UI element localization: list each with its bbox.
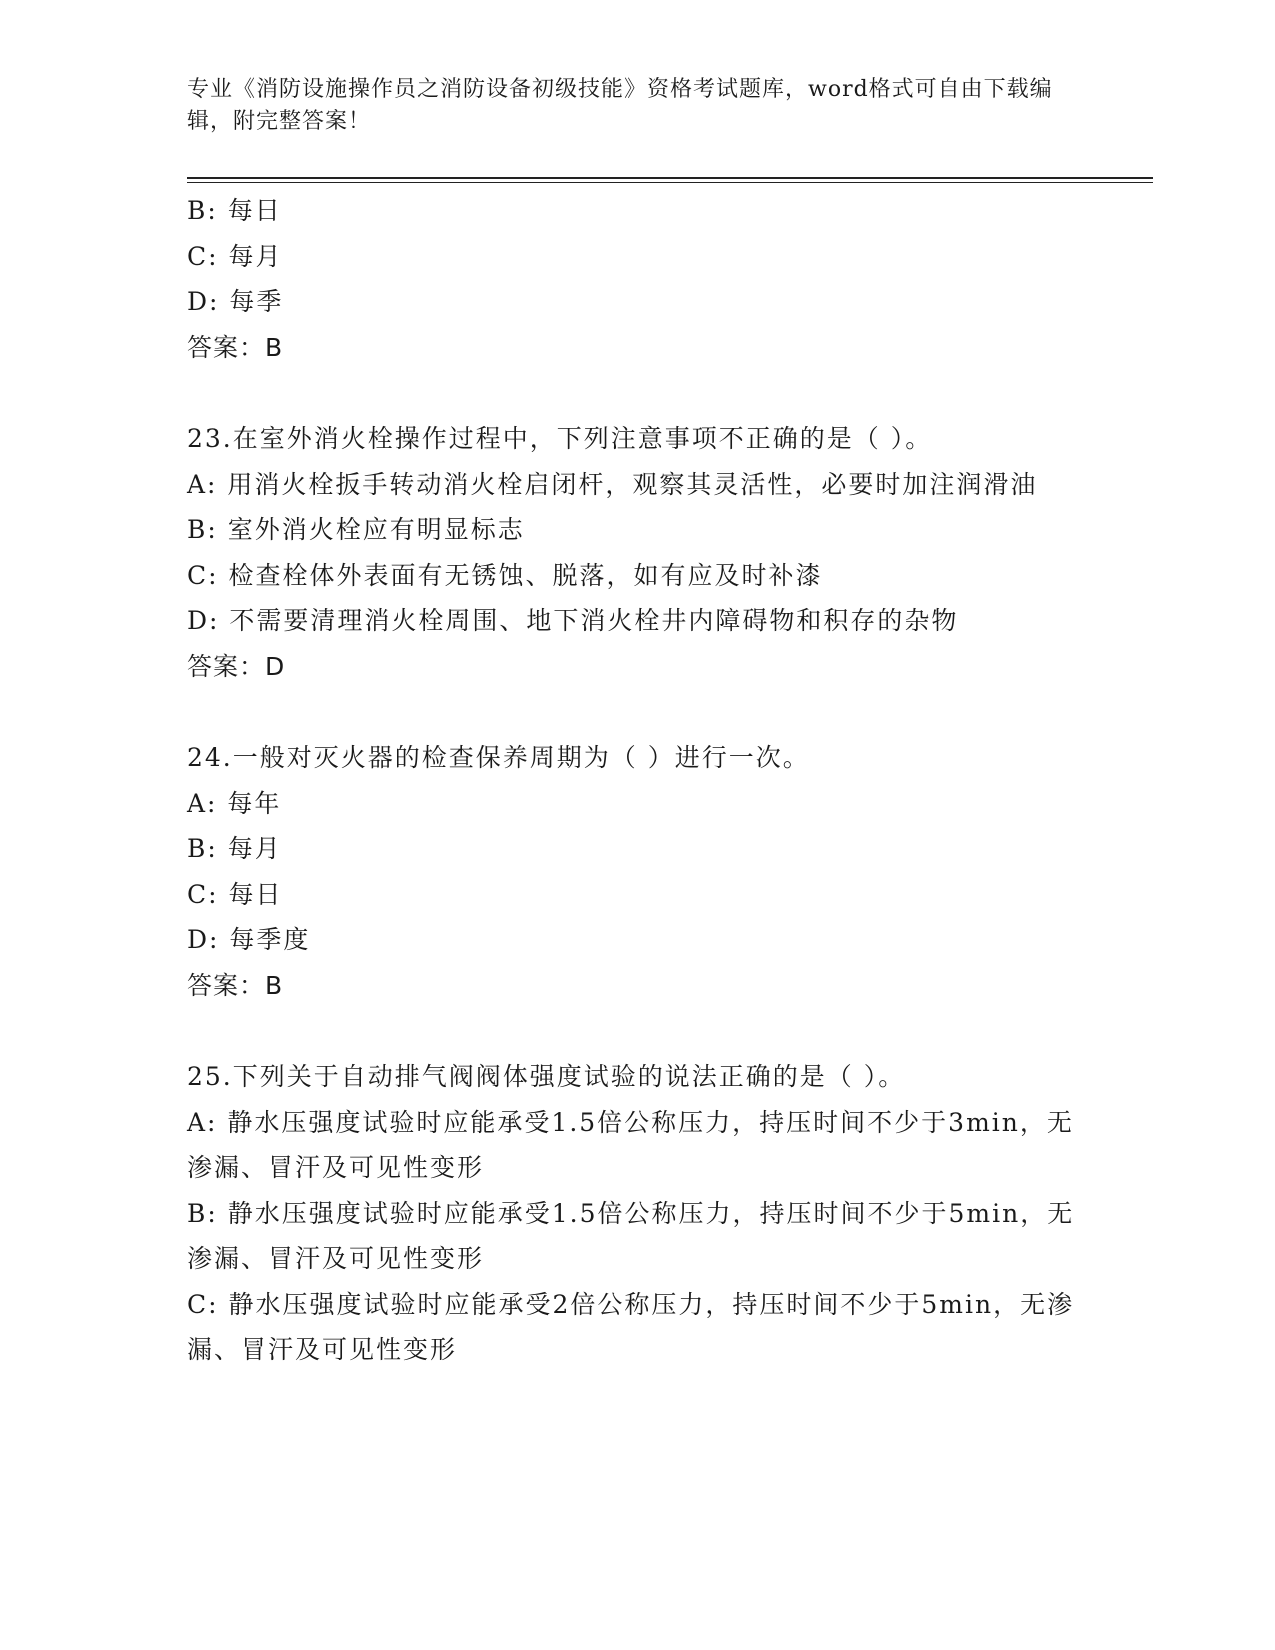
option-b: B: 静水压强度试验时应能承受1.5倍公称压力，持压时间不少于5min，无渗漏、冒汗及可见性变形: [187, 1198, 1075, 1273]
answer: 答案：B: [187, 332, 284, 362]
answer: 答案：B: [187, 970, 284, 1000]
option-b: B: 每月: [187, 834, 282, 863]
question-stem: 23.在室外消火栓操作过程中，下列注意事项不正确的是（ ）。: [187, 424, 933, 453]
question-stem: 25.下列关于自动排气阀阀体强度试验的说法正确的是（ ）。: [187, 1062, 906, 1091]
option-b: B: 每日: [187, 196, 282, 225]
question-22-continuation: [187, 188, 1087, 370]
option-d: D: 每季: [187, 287, 284, 316]
option-c: C: 每日: [187, 879, 283, 909]
option-d: D: 不需要清理消火栓周围、地下消火栓井内障碍物和积存的杂物: [187, 606, 959, 635]
option-c: C: 检查栓体外表面有无锈蚀、脱落，如有应及时补漆: [187, 560, 823, 590]
answer: 答案：D: [187, 651, 286, 681]
question-content: [187, 188, 1087, 1373]
header-rule-thin: [187, 182, 1153, 183]
option-c: C: 静水压强度试验时应能承受2倍公称压力，持压时间不少于5min，无渗漏、冒汗及可见性变形: [187, 1289, 1075, 1364]
option-d: D: 每季度: [187, 925, 311, 954]
page-header: 专业《消防设施操作员之消防设备初级技能》资格考试题库，word格式可自由下载编辑，附完整答案！: [187, 77, 1053, 134]
option-b: B: 室外消火栓应有明显标志: [187, 515, 525, 544]
question-24: [187, 735, 1087, 1008]
option-a: A: 每年: [187, 788, 282, 818]
spacer: [187, 689, 1087, 735]
question-23: [187, 416, 1087, 689]
spacer: [187, 1008, 1087, 1054]
option-a: A: 静水压强度试验时应能承受1.5倍公称压力，持压时间不少于3min，无渗漏、冒汗及可见性变形: [187, 1107, 1074, 1182]
option-a: A: 用消火栓扳手转动消火栓启闭杆，观察其灵活性，必要时加注润滑油: [187, 469, 1038, 499]
spacer: [187, 370, 1087, 416]
header-rule-thick: [187, 177, 1153, 179]
question-25: [187, 1054, 1087, 1373]
option-c: C: 每月: [187, 241, 283, 271]
question-stem: 24.一般对灭火器的检查保养周期为（ ）进行一次。: [187, 743, 810, 772]
